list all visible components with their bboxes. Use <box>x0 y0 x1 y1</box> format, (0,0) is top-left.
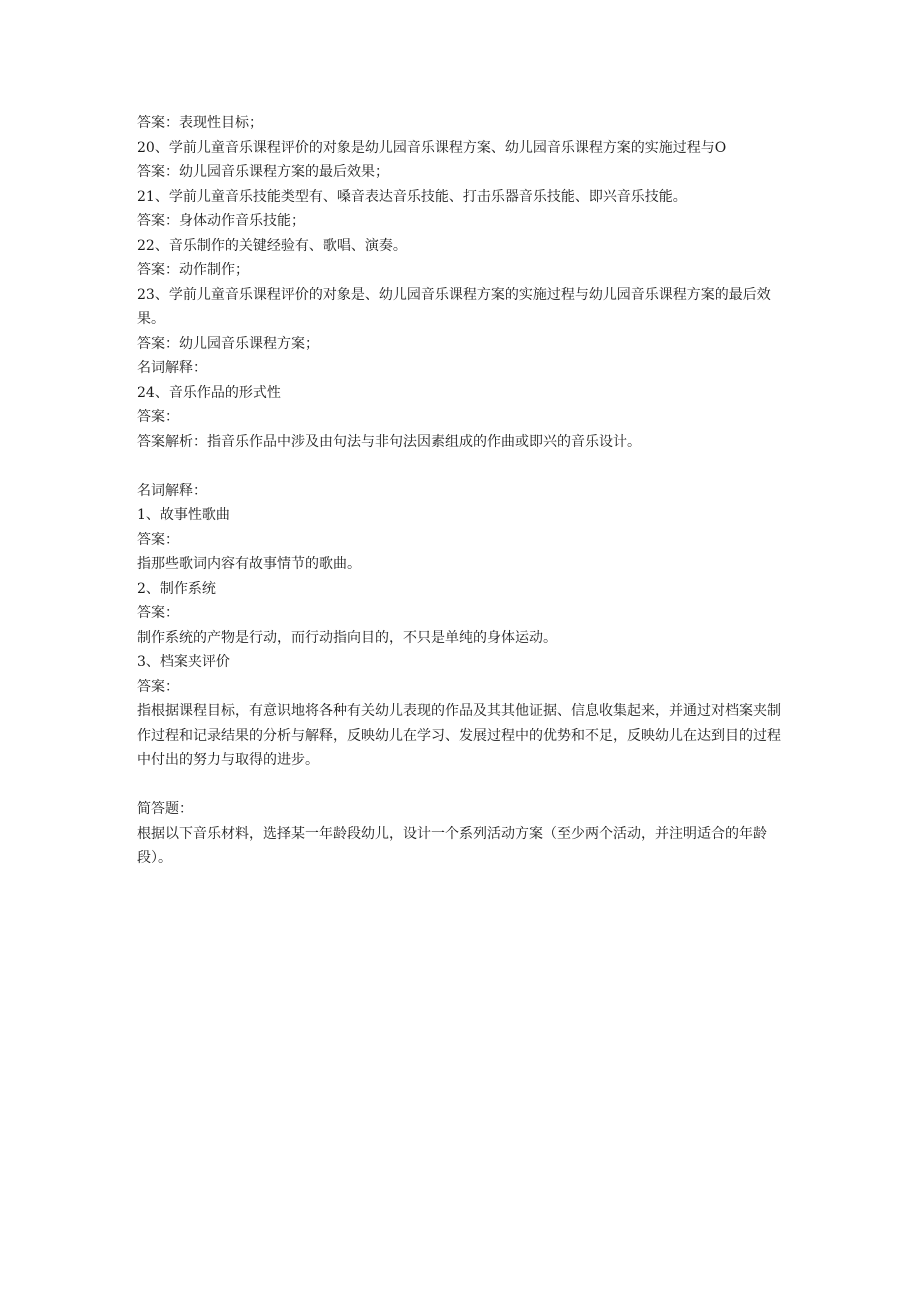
answer-label: 答案： <box>137 531 179 548</box>
definition-text: 指根据课程目标，有意识地将各种有关幼儿表现的作品及其其他证据、信息收集起来，并通过对档案夹制作过程和记录结果的分析与解释，反映幼儿在学习、发展过程中的优势和不足，反映幼儿在达到目的过程中付出的努力与取得的进步。 <box>137 703 781 768</box>
section-heading: 名词解释： <box>137 360 207 376</box>
question-text: 根据以下音乐材料，选择某一年龄段幼儿，设计一个系列活动方案（至少两个活动，并注明适合的年龄段）。 <box>137 825 767 866</box>
section-fill-in-answers <box>137 111 787 454</box>
answer-label: 答案： <box>137 605 179 621</box>
term-line: 24、音乐作品的形式性 <box>137 384 281 401</box>
answer-line: 答案：幼儿园音乐课程方案； <box>137 335 319 352</box>
definition-text: 制作系统的产物是行动，而行动指向目的，不只是单纯的身体运动。 <box>137 629 557 646</box>
term-line: 3、档案夹评价 <box>137 654 230 670</box>
answer-line: 答案：表现性目标； <box>137 115 263 131</box>
section-term-definitions <box>137 479 787 773</box>
question-line: 20、学前儿童音乐课程评价的对象是幼儿园音乐课程方案、幼儿园音乐课程方案的实施过程与O <box>137 139 727 156</box>
question-line: 22、音乐制作的关键经验有、歌唱、演奏。 <box>137 237 407 254</box>
term-line: 2、制作系统 <box>137 580 216 597</box>
section-heading: 名词解释： <box>137 482 207 499</box>
answer-label: 答案： <box>137 409 179 425</box>
answer-explanation: 答案解析：指音乐作品中涉及由句法与非句法因素组成的作曲或即兴的音乐设计。 <box>137 433 641 450</box>
question-line: 21、学前儿童音乐技能类型有、嗓音表达音乐技能、打击乐器音乐技能、即兴音乐技能。 <box>137 188 687 205</box>
document-body <box>137 111 787 871</box>
paragraph-gap <box>137 773 787 798</box>
section-short-answer <box>137 797 787 871</box>
definition-text: 指那些歌词内容有故事情节的歌曲。 <box>137 556 361 572</box>
question-line: 23、学前儿童音乐课程评价的对象是、幼儿园音乐课程方案的实施过程与幼儿园音乐课程方案的最后效果。 <box>137 286 771 327</box>
term-line: 1、故事性歌曲 <box>137 507 230 523</box>
answer-line: 答案：幼儿园音乐课程方案的最后效果； <box>137 164 389 180</box>
paragraph-gap <box>137 454 787 479</box>
answer-label: 答案： <box>137 678 179 695</box>
answer-line: 答案：动作制作； <box>137 262 249 278</box>
section-heading: 简答题： <box>137 801 193 817</box>
answer-line: 答案：身体动作音乐技能； <box>137 213 305 229</box>
